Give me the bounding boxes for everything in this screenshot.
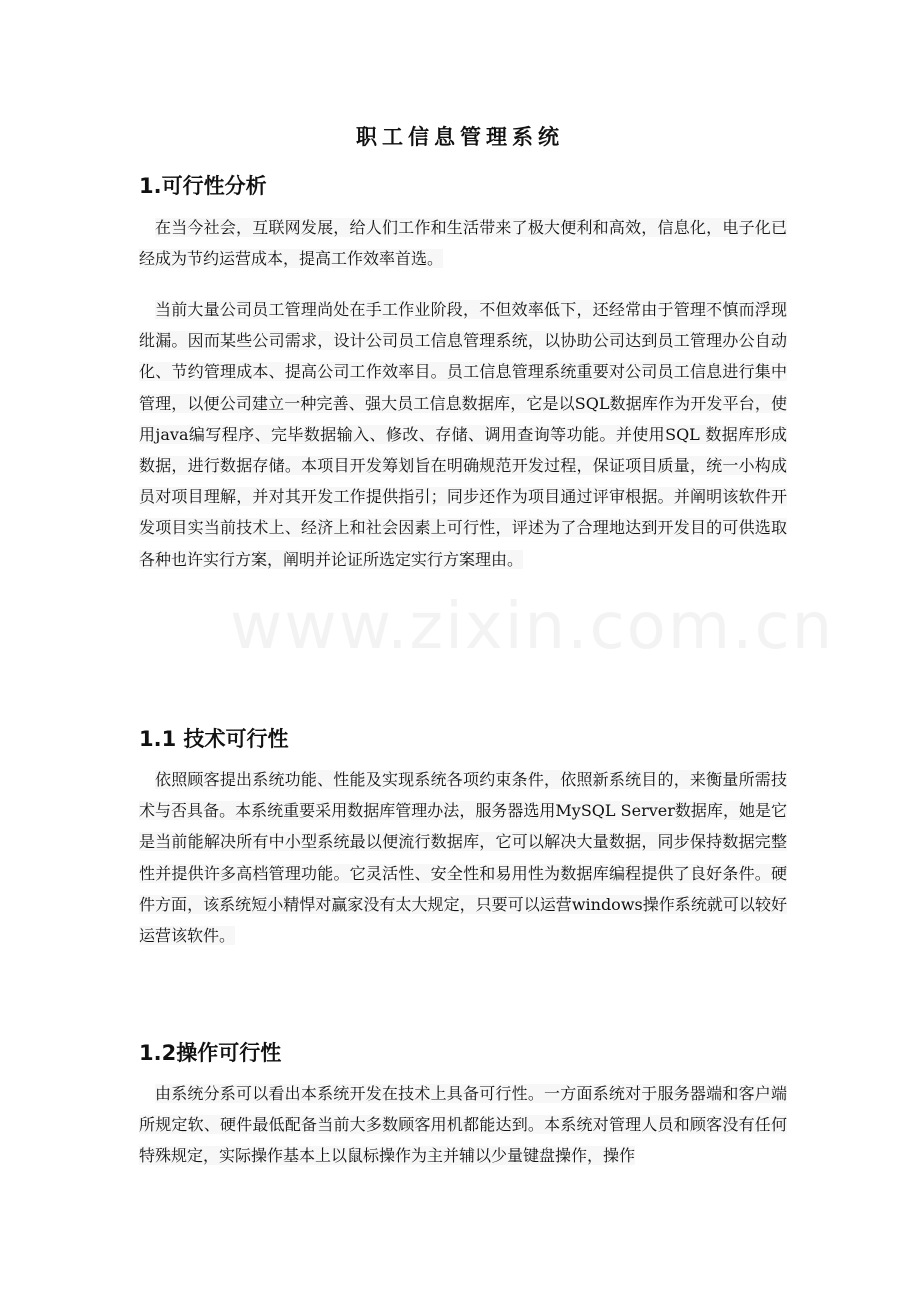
paragraph-technical-1 [139, 764, 787, 951]
section-heading-feasibility: 1.可行性分析 [139, 174, 267, 198]
paragraph-text: 依照顾客提出系统功能、性能及实现系统各项约束条件，依照新系统目的，来衡量所需技术与否具备。本系统重要采用数据库管理办法，服务器选用MySQL Server数据库，她是它是当前能解决所有中小型系统最以便流行数据库，它可以解决大量数据，同步保持数据完整性并提供许多高档管理功能。它灵活性、安全性和易用性为数据库编程提供了良好条件。硬件方面，该系统短小精悍对赢家没有太大规定，只要可以运营windows操作系统就可以较好运营该软件。 [139, 770, 787, 946]
paragraph-text: 当前大量公司员工管理尚处在手工作业阶段，不但效率低下，还经常由于管理不慎而浮现纰漏。因而某些公司需求，设计公司员工信息管理系统，以协助公司达到员工管理办公自动化、节约管理成本、提高公司工作效率目。员工信息管理系统重要对公司员工信息进行集中管理，以便公司建立一种完善、强大员工信息数据库，它是以SQL数据库作为开发平台，使用java编写程序、完毕数据输入、修改、存储、调用查询等功能。并使用SQL 数据库形成数据，进行数据存储。本项目开发筹划旨在明确规范开发过程，保证项目质量，统一小构成员对项目理解，并对其开发工作提供指引；同步还作为项目通过评审根据。并阐明该软件开发项目实当前技术上、经济上和社会因素上可行性，评述为了合理地达到开发目的可供选取各种也许实行方案，阐明并论证所选定实行方案理由。 [139, 300, 787, 569]
watermark: www.zixin.com.cn [230, 590, 835, 664]
document-title: 职工信息管理系统 [356, 124, 564, 149]
paragraph-feasibility-2 [139, 294, 787, 575]
paragraph-feasibility-1 [139, 212, 787, 274]
paragraph-operational-1 [139, 1078, 787, 1172]
paragraph-text: 由系统分系可以看出本系统开发在技术上具备可行性。一方面系统对于服务器端和客户端所规定软、硬件最低配备当前大多数顾客用机都能达到。本系统对管理人员和顾客没有任何特殊规定，实际操作基本上以鼠标操作为主并辅以少量键盘操作，操作 [139, 1084, 787, 1166]
paragraph-text: 在当今社会，互联网发展，给人们工作和生活带来了极大便利和高效，信息化，电子化已经成为节约运营成本，提高工作效率首选。 [139, 218, 787, 269]
section-heading-technical: 1.1 技术可行性 [139, 727, 289, 751]
section-heading-operational: 1.2操作可行性 [139, 1041, 282, 1065]
